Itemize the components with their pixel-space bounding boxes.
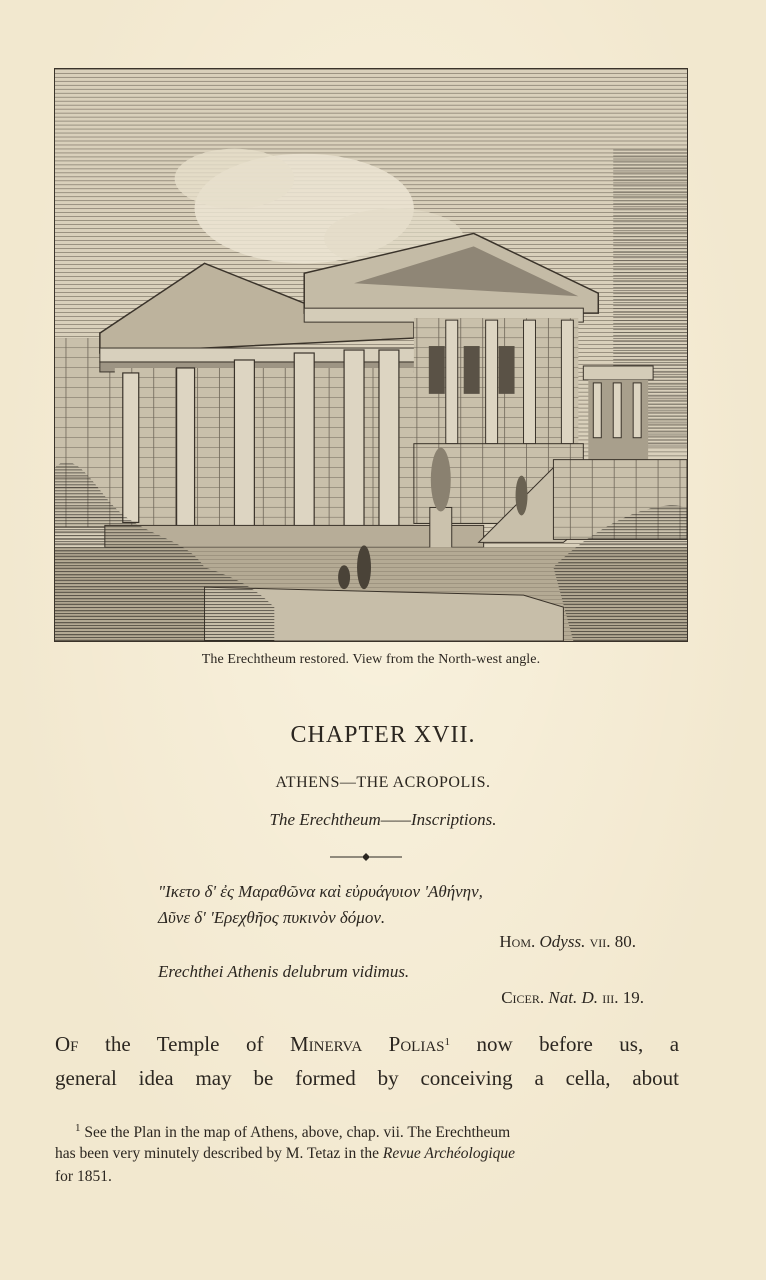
ornament-divider	[330, 852, 402, 862]
body-paragraph-line-1	[55, 1032, 679, 1057]
footnote-line-1	[55, 1122, 679, 1142]
body-text: the Temple of	[105, 1032, 264, 1056]
chapter-topics: The Erechtheum——Inscriptions.	[269, 810, 497, 829]
erechtheum-illustration	[54, 68, 688, 642]
engraving-image	[55, 69, 687, 641]
body-text: now before us, a	[476, 1032, 680, 1056]
journal-title: Revue Archéologique	[382, 1145, 516, 1162]
body-paragraph-line-2: general idea may be formed by conceiving a cella, about	[55, 1066, 679, 1090]
footnote-mark: 1	[75, 1122, 81, 1134]
footnote-reference: 1	[444, 1036, 450, 1048]
footnote-line-3: for 1851.	[55, 1168, 112, 1185]
chapter-subtitle: ATHENS—THE ACROPOLIS.	[275, 774, 491, 791]
citation-work: Nat. D.	[548, 988, 598, 1007]
latin-epigraph-line: Erechthei Athenis delubrum vidimus.	[158, 962, 410, 981]
footnote-text: See the Plan in the map of Athens, above, chap. vii. The Erechtheum	[84, 1124, 511, 1141]
latin-epigraph-citation	[501, 988, 644, 1008]
citation-ref: vii. 80.	[589, 932, 636, 951]
drop-word: Of	[55, 1032, 79, 1056]
footnote-line-2	[55, 1145, 679, 1163]
citation-work: Odyss.	[539, 932, 586, 951]
footnote-text: has been very minutely described by M. Tetaz in the	[55, 1145, 380, 1162]
greek-epigraph-line-1: "Ικετο δ' ἐς Μαραθῶνα καὶ εὐρυάγυιον 'Αθήνην,	[158, 882, 483, 901]
greek-epigraph-citation	[499, 932, 636, 952]
citation-ref: iii. 19.	[602, 988, 644, 1007]
citation-author: Hom.	[499, 932, 536, 951]
chapter-title: CHAPTER XVII.	[290, 722, 476, 748]
temple-name: Minerva Polias	[289, 1032, 445, 1056]
citation-author: Cicer.	[501, 988, 545, 1007]
greek-epigraph-line-2: Δῦνε δ' 'Ερεχθῆος πυκινὸν δόμον.	[158, 908, 386, 927]
illustration-caption: The Erechtheum restored. View from the North-west angle.	[201, 652, 541, 667]
